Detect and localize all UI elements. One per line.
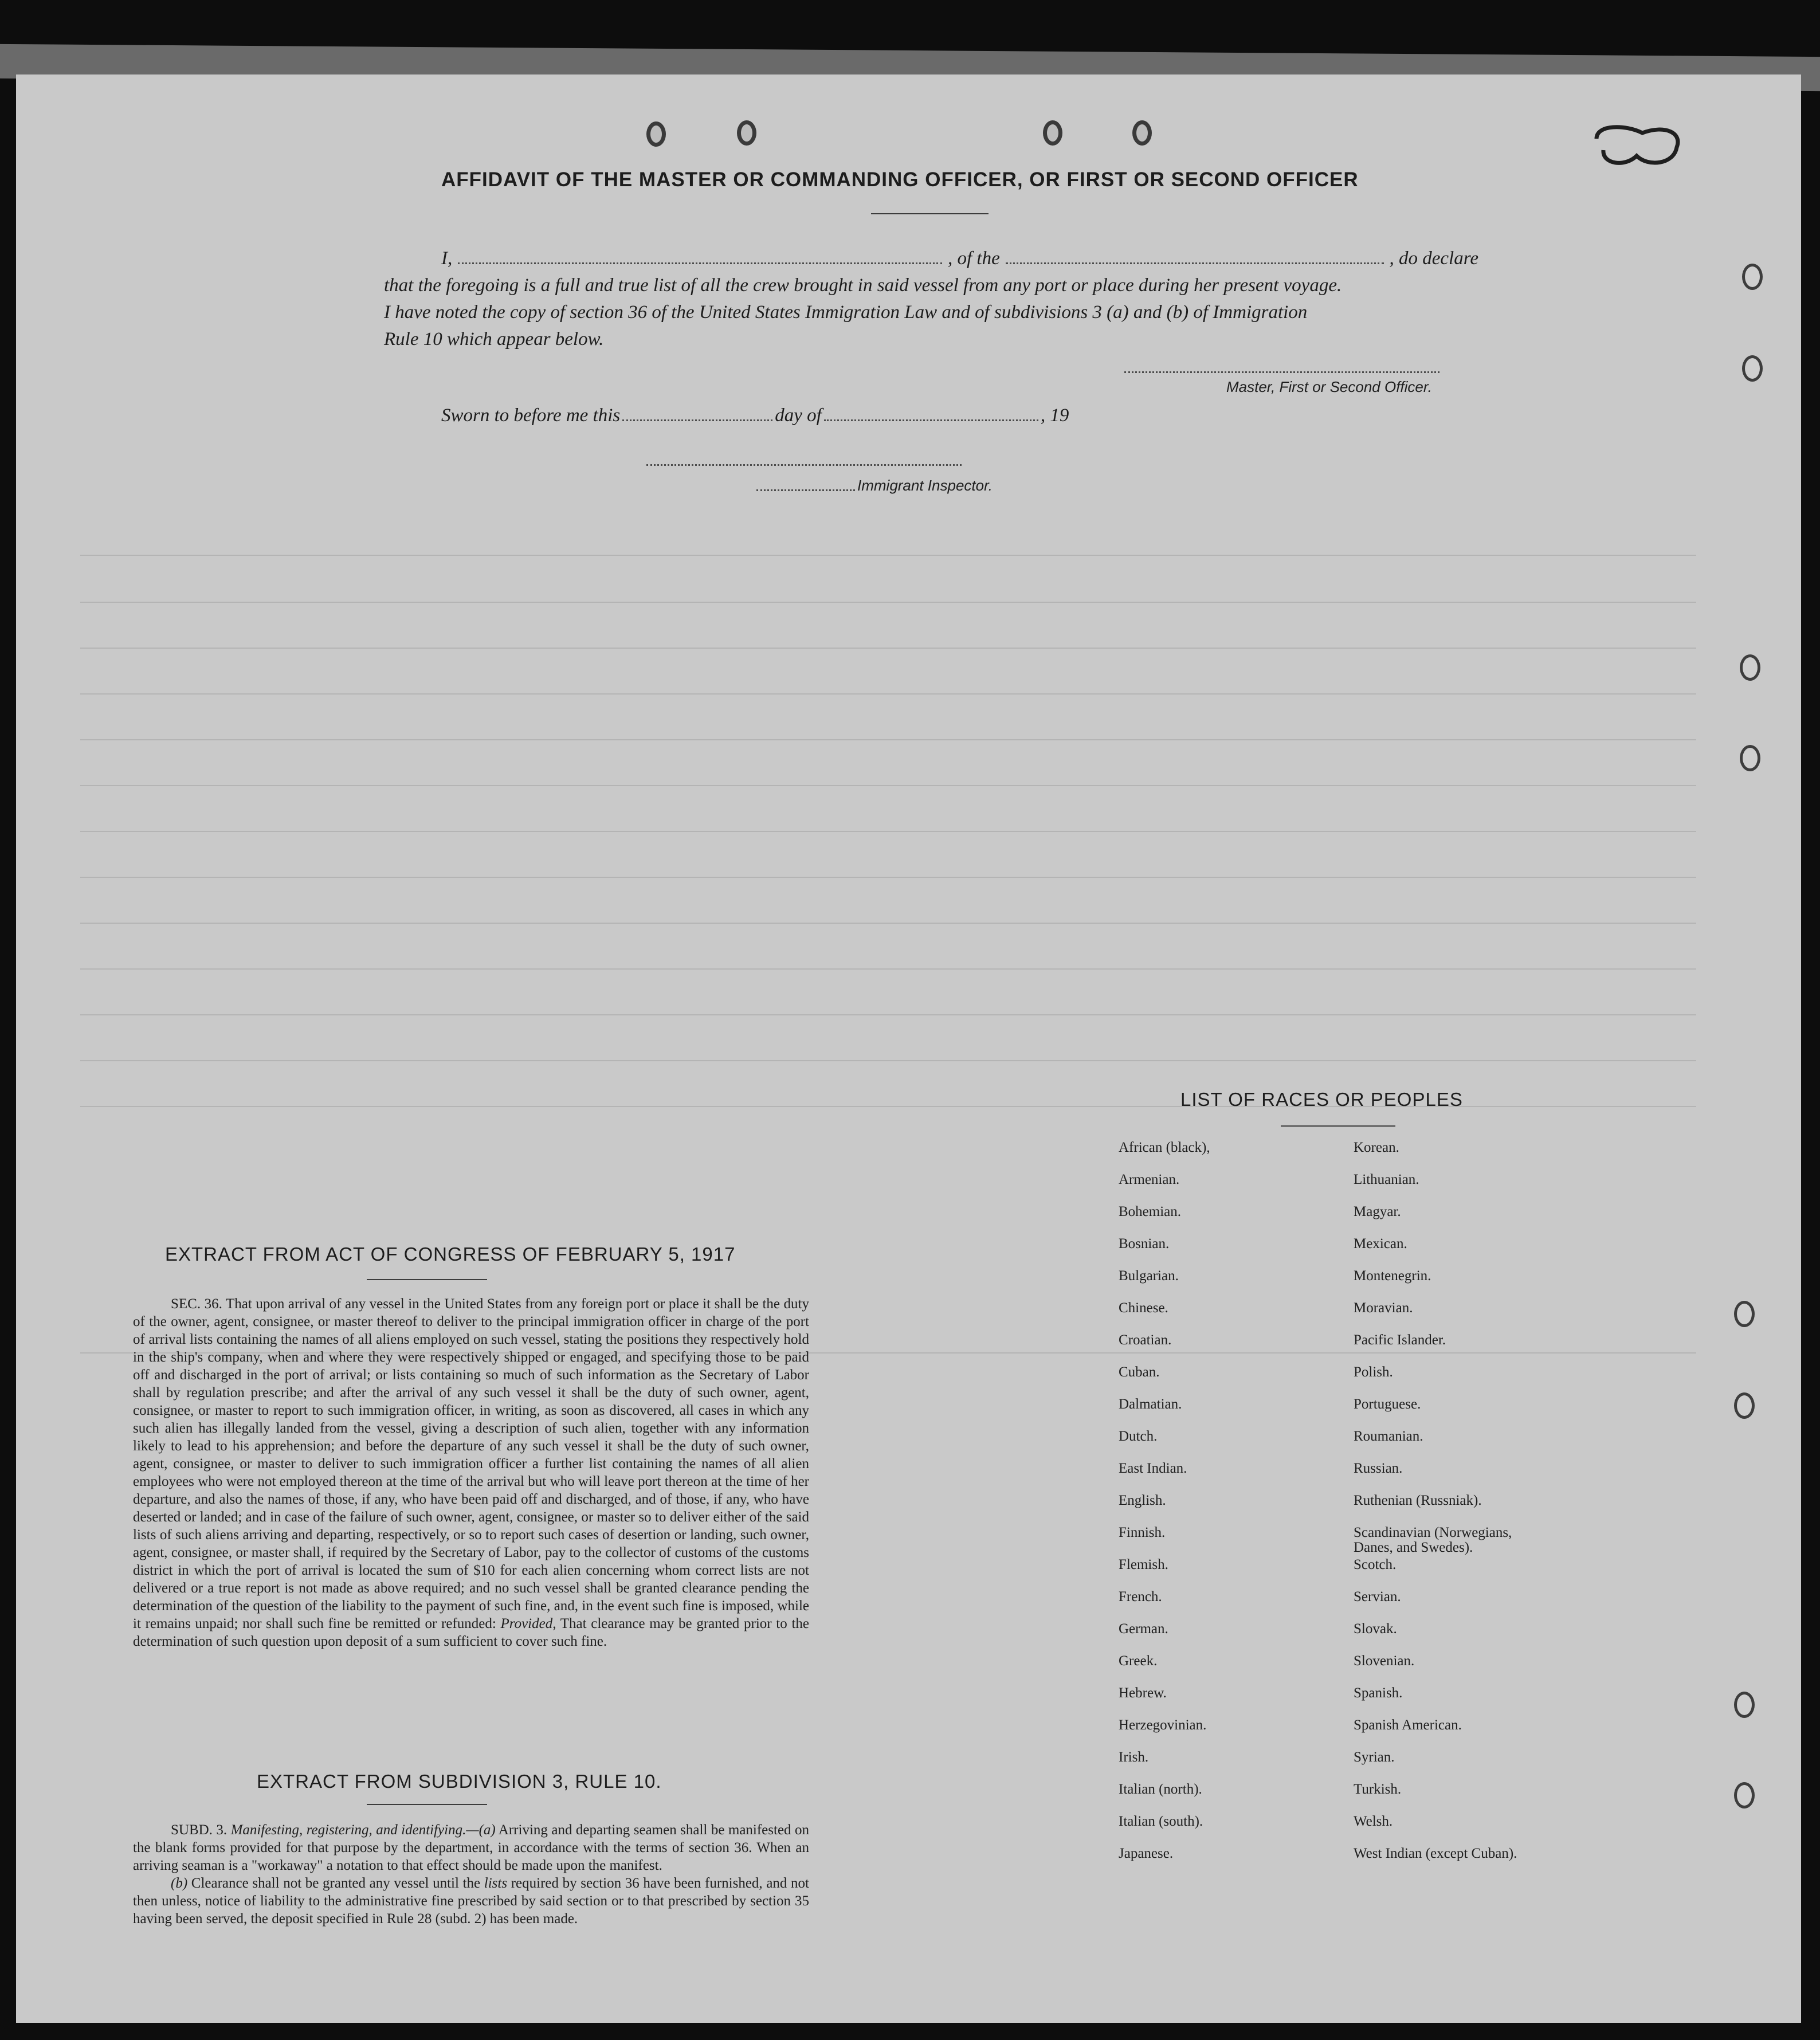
binder-ring-icon	[1742, 355, 1763, 382]
declaration-line-1	[384, 245, 1478, 272]
race-item: Turkish.	[1354, 1782, 1402, 1797]
vessel-name-field[interactable]	[1006, 245, 1384, 264]
act-extract-title: EXTRACT FROM ACT OF CONGRESS OF FEBRUARY 5, 1917	[165, 1243, 736, 1265]
bleed-through-line	[80, 923, 1696, 924]
paper-clip-icon	[1591, 121, 1688, 173]
master-signature-line[interactable]	[1124, 360, 1439, 373]
race-item: Italian (south).	[1119, 1814, 1203, 1829]
race-item: Chinese.	[1119, 1300, 1168, 1316]
race-item: Montenegrin.	[1354, 1268, 1431, 1284]
race-item: West Indian (except Cuban).	[1354, 1846, 1517, 1861]
race-item: Finnish.	[1119, 1525, 1166, 1540]
subd-b-text-2: required by section 36 have been furnished, and not then unless, notice of liability to the administrative fine prescribed by said section or to that prescribed by section 35 having been served, the deposit specified in Rule 28 (subd. 2) has been made.	[133, 1876, 810, 1927]
race-item: Ruthenian (Russniak).	[1354, 1493, 1482, 1508]
punch-hole-icon	[1043, 120, 1062, 146]
race-item: Dutch.	[1119, 1429, 1158, 1444]
binder-ring-icon	[1740, 654, 1760, 681]
act-extract-body	[133, 1295, 809, 1650]
bleed-through-line	[80, 1060, 1696, 1061]
race-item: Greek.	[1119, 1653, 1158, 1669]
race-item: Spanish American.	[1354, 1717, 1462, 1733]
master-name-field[interactable]	[458, 245, 942, 264]
race-item: Moravian.	[1354, 1300, 1413, 1316]
race-item: Flemish.	[1119, 1557, 1168, 1572]
punch-hole-icon	[1132, 120, 1152, 146]
binder-ring-icon	[1740, 745, 1760, 771]
race-item: Magyar.	[1354, 1204, 1401, 1219]
race-item: German.	[1119, 1621, 1168, 1637]
declaration-line-4: Rule 10 which appear below.	[384, 329, 604, 350]
rule-extract-body	[133, 1821, 809, 1928]
race-item: Hebrew.	[1119, 1685, 1167, 1701]
bleed-through-line	[80, 877, 1696, 878]
master-signature-label: Master, First or Second Officer.	[1226, 378, 1432, 395]
subd-heading: Manifesting, registering, and identifying.—(a)	[230, 1822, 496, 1838]
race-item: Scandinavian (Norwegians, Danes, and Swedes).	[1354, 1525, 1512, 1555]
year-prefix: , 19	[1040, 405, 1069, 426]
inspector-signature-label: Immigrant Inspector.	[857, 477, 993, 494]
affidavit-title: AFFIDAVIT OF THE MASTER OR COMMANDING OFFICER, OR FIRST OR SECOND OFFICER	[441, 168, 1359, 191]
inspector-signature-dots	[756, 477, 855, 491]
race-item: Irish.	[1119, 1749, 1149, 1765]
provided-text: That clearance may be granted prior to the determination of such question upon deposit of a sum sufficient to cover such fine.	[133, 1616, 809, 1649]
binder-ring-icon	[1734, 1692, 1755, 1718]
bleed-through-line	[80, 555, 1696, 556]
race-item: Dalmatian.	[1119, 1396, 1182, 1412]
subd-b-paragraph	[133, 1874, 809, 1928]
declaration-line-2: that the foregoing is a full and true list of all the crew brought in said vessel from any port or place during her present voyage.	[384, 275, 1342, 296]
punch-hole-icon	[646, 121, 666, 147]
race-item: Croatian.	[1119, 1332, 1172, 1348]
day-of-label: day of	[775, 405, 822, 426]
binder-ring-icon	[1734, 1301, 1755, 1327]
declaration-line-3: I have noted the copy of section 36 of the United States Immigration Law and of subdivisions 3 (a) and (b) of Immigration	[384, 302, 1308, 323]
race-item: Slovak.	[1354, 1621, 1397, 1637]
race-item: Welsh.	[1354, 1814, 1393, 1829]
act-extract-text: SEC. 36. That upon arrival of any vessel in the United States from any foreign port or place it shall be the duty of the owner, agent, consignee, or master thereof to deliver to the principal immigration officer in charge of the port of arrival lists containing the names of all aliens employed on such vessel, stating the positions they respectively hold in the ship's company, when and where they were respectively shipped or engaged, and specifying those to be paid off and discharged in the port of arrival; or lists containing so much of such information as the Secretary of Labor shall by regulation prescribe; and after the arrival of any such vessel it shall be the duty of such owner, agent, consignee, or master to report to such immigration officer, in writing, as soon as discovered, all cases in which any such alien has illegally landed from the vessel, giving a description of such alien, together with any information likely to lead to his apprehension; and before the departure of any such vessel it shall be the duty of such owner, agent, consignee, or master to deliver to such immigration officer a further list containing the names of all alien employees who were not employed thereon at the time of the arrival but who will leave port thereon at the time of her departure, and also the names of those, if any, who have been paid off and discharged, and of those, if any, who have deserted or landed; and in case of the failure of such owner, agent, consignee, or master so to deliver either of the said lists of such aliens arriving and departing, respectively, or so to report such cases of desertion or landing, such owner, agent, consignee, or master shall, if required by the Secretary of Labor, pay to the collector of customs of the customs district in which the port of arrival is located the sum of $10 for each alien concerning whom correct lists are not delivered or a true report is not made as above required; and no such vessel shall be granted clearance pending the determination of the question of the liability to the payment of such fine, and, in the event such fine is imposed, while it remains unpaid; nor shall such fine be remitted or refunded:	[133, 1296, 809, 1631]
bleed-through-line	[80, 648, 1696, 649]
bleed-through-line	[80, 831, 1696, 832]
rule-extract-rule	[367, 1804, 487, 1805]
race-item: Bulgarian.	[1119, 1268, 1179, 1284]
bleed-through-line	[80, 739, 1696, 740]
race-item: French.	[1119, 1589, 1162, 1604]
provided-label: Provided,	[500, 1616, 556, 1631]
race-item: Armenian.	[1119, 1172, 1180, 1187]
race-item: Bosnian.	[1119, 1236, 1170, 1252]
subd-b-text-1: Clearance shall not be granted any vessel until the	[191, 1876, 481, 1891]
sworn-month-field[interactable]	[824, 402, 1038, 421]
bleed-through-line	[80, 968, 1696, 970]
rule-extract-title: EXTRACT FROM SUBDIVISION 3, RULE 10.	[257, 1771, 662, 1792]
bleed-through-line	[80, 693, 1696, 695]
race-item: Bohemian.	[1119, 1204, 1182, 1219]
race-item: Slovenian.	[1354, 1653, 1415, 1669]
race-item: Scotch.	[1354, 1557, 1397, 1572]
race-item: Syrian.	[1354, 1749, 1395, 1765]
race-item: Italian (north).	[1119, 1782, 1202, 1797]
races-list	[1119, 1140, 1554, 1878]
race-item: Pacific Islander.	[1354, 1332, 1446, 1348]
do-declare-label: , do declare	[1389, 248, 1478, 269]
inspector-signature-line[interactable]	[646, 453, 962, 466]
i-label: I,	[441, 248, 453, 269]
race-item: Servian.	[1354, 1589, 1401, 1604]
binder-ring-icon	[1734, 1782, 1755, 1808]
binder-ring-icon	[1734, 1392, 1755, 1419]
subd-b-label: (b)	[171, 1876, 188, 1891]
race-item: Lithuanian.	[1354, 1172, 1419, 1187]
of-the-label: , of the	[948, 248, 1000, 269]
race-item: Herzegovinian.	[1119, 1717, 1207, 1733]
race-item: Russian.	[1354, 1461, 1403, 1476]
bleed-through-line	[80, 1014, 1696, 1015]
binder-ring-icon	[1742, 264, 1763, 290]
race-item: Japanese.	[1119, 1846, 1174, 1861]
bleed-through-heading	[229, 160, 239, 200]
race-item: English.	[1119, 1493, 1166, 1508]
subd-a-text: Arriving and departing seamen shall be manifested on the blank forms provided for that purpose by the department, in accordance with the terms of section 36. When an arriving seaman is a "workaway" a notation to that effect should be made upon the manifest.	[133, 1822, 810, 1873]
subd-label: SUBD. 3.	[171, 1822, 227, 1838]
race-item: Spanish.	[1354, 1685, 1403, 1701]
race-item: East Indian.	[1119, 1461, 1187, 1476]
race-item: Mexican.	[1354, 1236, 1407, 1252]
sworn-prefix: Sworn to before me this	[441, 405, 621, 426]
bleed-through-line	[80, 602, 1696, 603]
race-item: African (black),	[1119, 1140, 1210, 1155]
races-title: LIST OF RACES OR PEOPLES	[1180, 1089, 1463, 1110]
affidavit-declaration	[384, 245, 1478, 353]
subd-b-lists: lists	[484, 1876, 508, 1891]
punch-hole-icon	[737, 120, 756, 146]
title-rule	[871, 213, 989, 214]
races-title-rule	[1281, 1125, 1395, 1127]
sworn-day-field[interactable]	[622, 402, 772, 421]
act-extract-rule	[367, 1279, 487, 1280]
race-item: Korean.	[1354, 1140, 1399, 1155]
bleed-through-line	[80, 785, 1696, 786]
race-item: Polish.	[1354, 1364, 1393, 1380]
sworn-line	[441, 402, 1069, 426]
race-item: Cuban.	[1119, 1364, 1160, 1380]
race-item: Portuguese.	[1354, 1396, 1421, 1412]
subd-a-paragraph	[133, 1821, 809, 1874]
race-item: Roumanian.	[1354, 1429, 1423, 1444]
